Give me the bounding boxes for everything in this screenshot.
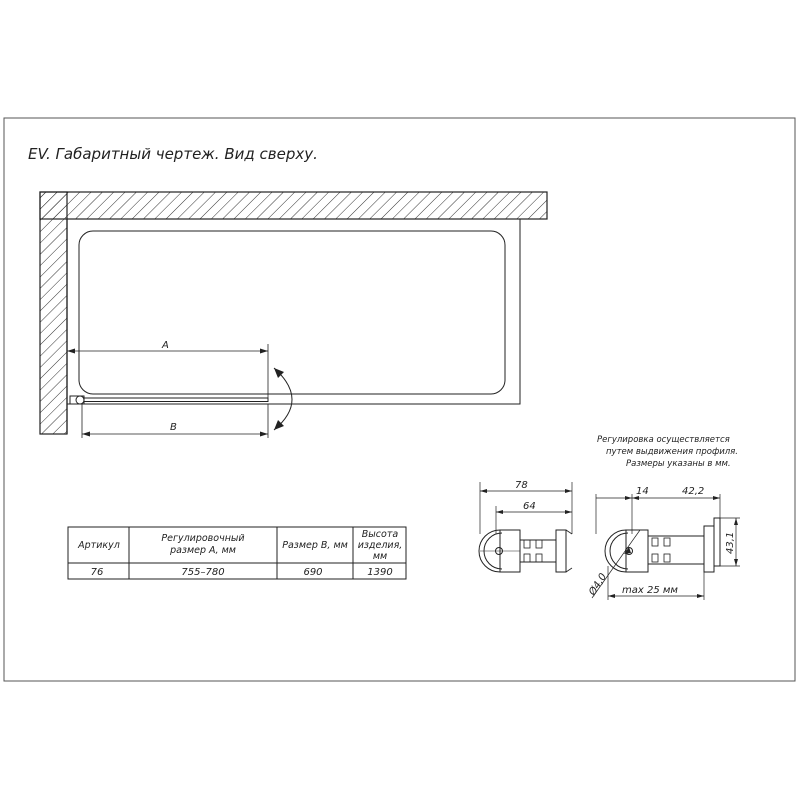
wall-left: [40, 192, 67, 434]
drawing-title: EV. Габаритный чертеж. Вид сверху.: [28, 145, 318, 163]
dimension-14-label: 14: [636, 486, 649, 497]
table-cell-article: 76: [90, 567, 104, 578]
note-line-2: путем выдвижения профиля.: [606, 447, 738, 457]
table-header-height-line1: Высота: [361, 529, 399, 540]
profile-section-left: [479, 482, 572, 572]
table-header-article: Артикул: [78, 540, 120, 551]
note-line-3: Размеры указаны в мм.: [626, 459, 731, 469]
dimension-max25-label: max 25 мм: [622, 585, 678, 596]
table-header-adjust-line2: размер А, мм: [170, 545, 236, 556]
table-cell-adjust: 755–780: [181, 567, 225, 578]
glass-screen: [70, 396, 268, 404]
wall-top: [40, 192, 547, 219]
dimension-43-label: 43,1: [725, 531, 736, 554]
note-line-1: Регулировка осуществляется: [597, 435, 730, 445]
dimension-diameter-label: Ø4,0: [587, 571, 610, 598]
dimension-a: [67, 344, 268, 400]
dimension-64-label: 64: [523, 501, 536, 512]
table-header-size-b: Размер В, мм: [282, 540, 348, 551]
bathtub-outline: [67, 219, 520, 404]
dimension-78-label: 78: [515, 480, 528, 491]
table-header-height-line3: мм: [372, 551, 388, 562]
dimension-42-label: 42,2: [682, 486, 705, 497]
bathtub-inner: [79, 231, 505, 394]
table-header-height-line2: изделия,: [357, 540, 403, 551]
dimension-b-label: B: [170, 422, 177, 433]
table-cell-size-b: 690: [303, 567, 323, 578]
table-cell-height: 1390: [367, 567, 393, 578]
table-header-adjust-line1: Регулировочный: [161, 533, 245, 544]
dimension-a-label: A: [162, 340, 169, 351]
swing-arrow-icon: [274, 368, 292, 430]
